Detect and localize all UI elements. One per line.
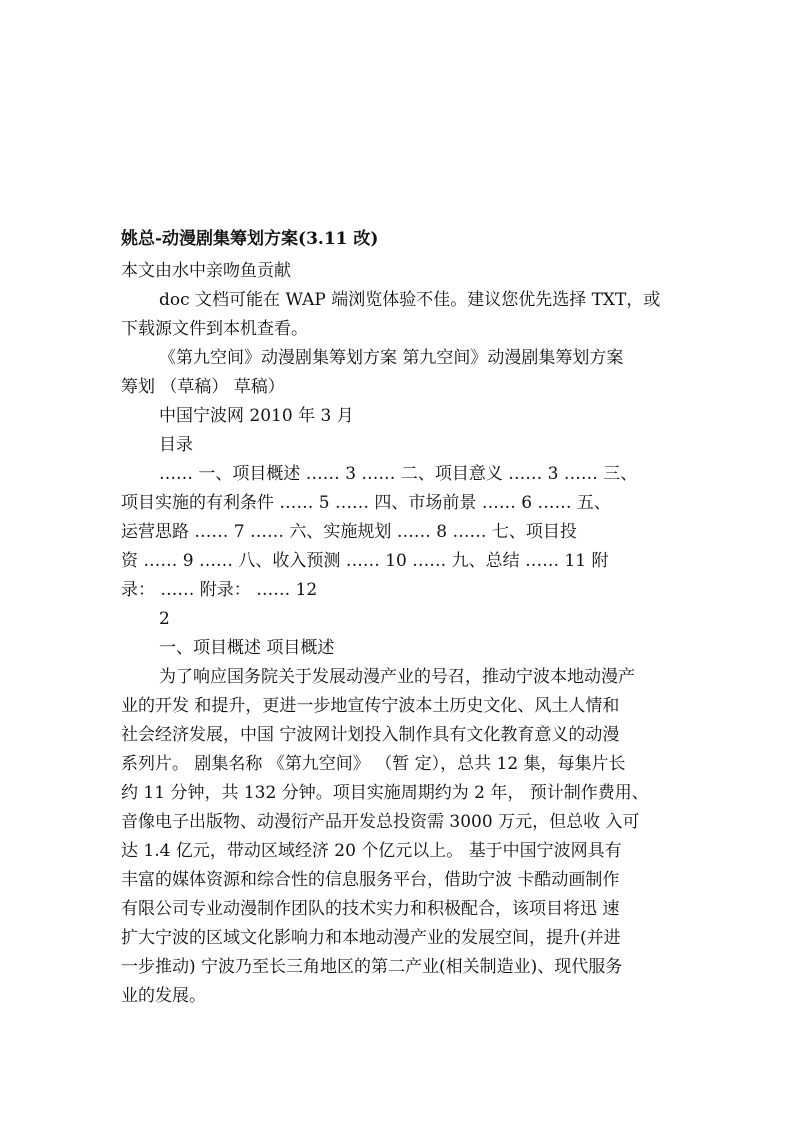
body-line: 为了响应国务院关于发展动漫产业的号召，推动宁波本地动漫产 <box>159 667 635 687</box>
toc-line: 资 …… 9 …… 八、收入预测 …… 10 …… 九、总结 …… 11 附 <box>121 551 609 571</box>
heading-line: 筹划 （草稿） 草稿） <box>121 377 285 397</box>
body-line: 扩大宁波的区域文化影响力和本地动漫产业的发展空间，提升(并进 <box>121 928 621 948</box>
document-content <box>121 225 681 1011</box>
body-line: 一步推动) 宁波乃至长三角地区的第二产业(相关制造业)、现代服务 <box>121 957 623 977</box>
toc-line: …… 一、项目概述 …… 3 …… 二、项目意义 …… 3 …… 三、 <box>159 464 638 484</box>
toc-line: 运营思路 …… 7 …… 六、实施规划 …… 8 …… 七、项目投 <box>121 522 577 542</box>
document-title: 姚总-动漫剧集筹划方案(3.11 改) <box>121 229 379 249</box>
section-heading: 一、项目概述 项目概述 <box>159 638 335 658</box>
author-line: 本文由水中亲吻鱼贡献 <box>121 261 291 281</box>
page-number: 2 <box>159 609 170 629</box>
org-date: 中国宁波网 2010 年 3 月 <box>159 406 354 426</box>
body-line: 约 11 分钟，共 132 分钟。项目实施周期约为 2 年， 预计制作费用、 <box>121 783 649 803</box>
heading-line: 《第九空间》动漫剧集筹划方案 第九空间》动漫剧集筹划方案 <box>159 348 624 368</box>
body-line: 有限公司专业动漫制作团队的技术实力和积极配合，该项目将迅 速 <box>121 899 620 919</box>
body-line: 丰富的媒体资源和综合性的信息服务平台，借助宁波 卡酷动画制作 <box>121 870 620 890</box>
body-line: 业的发展。 <box>121 986 206 1006</box>
body-line: 系列片。 剧集名称 《第九空间》 （暂 定），总共 12 集，每集片长 <box>121 754 626 774</box>
toc-line: 项目实施的有利条件 …… 5 …… 四、市场前景 …… 6 …… 五、 <box>121 493 611 513</box>
body-line: 达 1.4 亿元，带动区域经济 20 个亿元以上。 基于中国宁波网具有 <box>121 841 622 861</box>
body-line: 音像电子出版物、动漫衍产品开发总投资需 3000 万元，但总收 入可 <box>121 812 640 832</box>
body-line: 业的开发 和提升，更进一步地宣传宁波本土历史文化、风土人情和 <box>121 696 620 716</box>
notice-line: doc 文档可能在 WAP 端浏览体验不佳。建议您优先选择 TXT，或 <box>159 290 661 310</box>
toc-label: 目录 <box>159 435 193 455</box>
body-line: 社会经济发展，中国 宁波网计划投入制作具有文化教育意义的动漫 <box>121 725 620 745</box>
toc-line: 录： …… 附录： …… 12 <box>121 580 318 600</box>
notice-line: 下载源文件到本机查看。 <box>121 319 308 339</box>
